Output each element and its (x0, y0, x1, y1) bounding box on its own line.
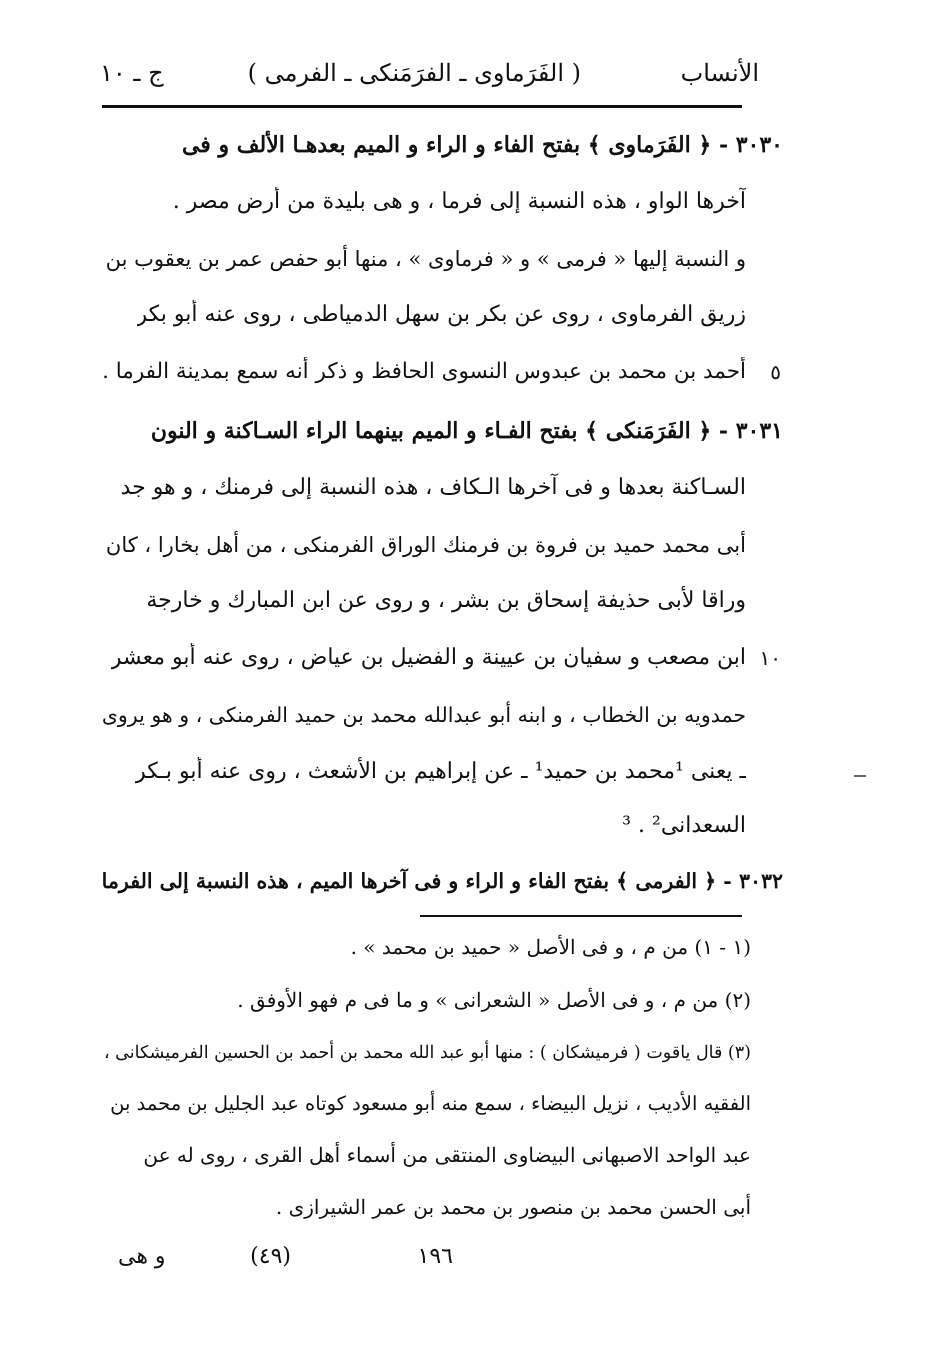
footnote-3-line-1: (٣) قال ياقوت ( فرميشكان ) : منها أبو عبد الله محمد بن أحمد بن الحسين الفرميشكانى ، (103, 1043, 751, 1063)
line-number-5: ٥ (770, 360, 781, 384)
line-number-10: ١٠ (759, 646, 781, 670)
entry-3031-line-5: ابن مصعب و سفيان بن عيينة و الفضيل بن عياض ، روى عنه أبو معشر (110, 645, 746, 670)
catchword: و هى (118, 1244, 166, 1269)
running-head-volume: ج ـ ١٠ (100, 59, 164, 87)
entry-3030-line-4: زريق الفرماوى ، روى عن بكر بن سهل الدمياطى ، روى عنه أبو بكر (136, 302, 746, 327)
footnote-2: (٢) من م ، و فى الأصل « الشعرانى » و ما فى م فهو الأوفق . (237, 988, 751, 1012)
entry-3031-line-6: حمدويه بن الخطاب ، و ابنه أبو عبدالله محمد بن حميد الفرمنكى ، و هو يروى (101, 703, 746, 727)
entry-3031-line-8: السعدانى² . ³ (622, 813, 746, 838)
entry-3030-line-3: و النسبة إليها « فرمى » و « فرماوى » ، منها أبو حفص عمر بن يعقوب بن (105, 247, 746, 271)
margin-mark (854, 775, 866, 777)
running-head-topic: ( الفَرَماوى ـ الفرَمَنكى ـ الفرمى ) (247, 59, 581, 87)
entry-3031-line-2: السـاكنة بعدها و فى آخرها الـكاف ، هذه النسبة إلى فرمنك ، و هو جد (120, 475, 746, 500)
signature-mark: (٤٩) (250, 1244, 291, 1269)
footnote-3-line-3: عبد الواحد الاصبهانى البيضاوى المنتقى من أسماء أهل القرى ، روى له عن (143, 1143, 751, 1167)
page-number: ١٩٦ (417, 1244, 453, 1269)
footnote-3-line-2: الفقيه الأديب ، نزيل البيضاء ، سمع منه أبو مسعود كوتاه عبد الجليل بن محمد بن (110, 1092, 751, 1115)
entry-3030-line-2: آخرها الواو ، هذه النسبة إلى فرما ، و هى بليدة من أرض مصر . (172, 189, 746, 214)
entry-3031-line-7: ـ يعنى ¹محمد بن حميد¹ ـ عن إبراهيم بن الأشعث ، روى عنه أبو بـكر (135, 759, 746, 784)
footnote-1: (١ - ١) من م ، و فى الأصل « حميد بن محمد » . (350, 935, 751, 959)
entry-3030-line-5: أحمد بن محمد بن عبدوس النسوى الحافظ و ذكر أنه سمع بمدينة الفرما . (102, 359, 746, 384)
entry-3031-line-3: أبى محمد حميد بن فروة بن فرمنك الوراق الفرمنكى ، من أهل بخارا ، كان (105, 533, 746, 557)
header-rule (102, 105, 742, 108)
entry-3031-line-1: ٣٠٣١ - ﴿ الفَرَمَنكى ﴾ بفتح الفـاء و الميم بينهما الراء السـاكنة و النون (150, 418, 783, 444)
footnote-3-line-4: أبى الحسن محمد بن منصور بن محمد بن عمر الشيرازى . (275, 1195, 751, 1219)
entry-3032-line-1: ٣٠٣٢ - ﴿ الفرمى ﴾ بفتح الفاء و الراء و فى آخرها الميم ، هذه النسبة إلى الفرما (101, 869, 783, 893)
footnote-rule (420, 915, 742, 917)
entry-3030-line-1: ٣٠٣٠ - ﴿ الفَرَماوى ﴾ بفتح الفاء و الراء و الميم بعدهـا الألف و فى (181, 132, 783, 158)
entry-3031-line-4: وراقا لأبى حذيفة إسحاق بن بشر ، و روى عن ابن المبارك و خارجة (146, 588, 746, 613)
running-head-book: الأنساب (680, 59, 759, 87)
